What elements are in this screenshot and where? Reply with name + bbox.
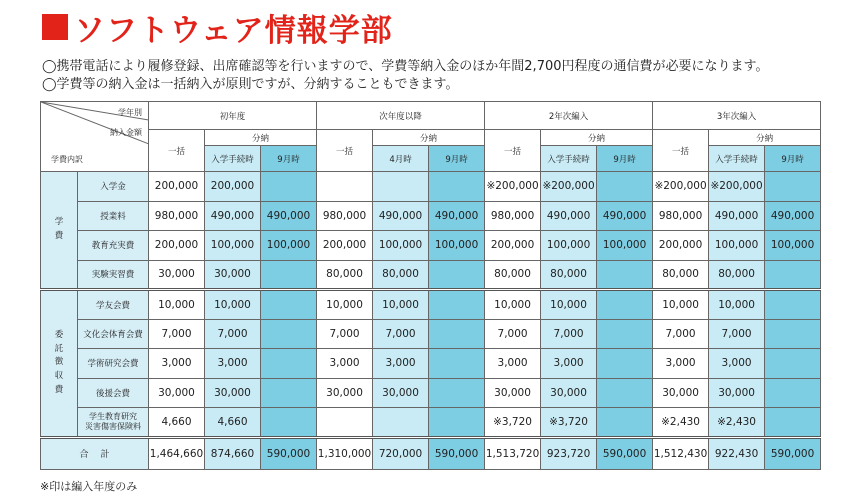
lump-sum-header: 一括: [485, 130, 541, 172]
fee-cell: [261, 172, 317, 202]
fee-cell: [429, 378, 485, 408]
fee-cell: 200,000: [205, 172, 261, 202]
fee-cell: 30,000: [653, 378, 709, 408]
fee-cell: 7,000: [149, 319, 205, 349]
fee-cell: ※2,430: [653, 408, 709, 438]
fee-cell: [429, 319, 485, 349]
fee-cell: 100,000: [541, 231, 597, 261]
fee-cell: 10,000: [373, 290, 429, 320]
fee-cell: 30,000: [149, 260, 205, 290]
table-row: [41, 349, 821, 379]
fee-cell: 490,000: [429, 201, 485, 231]
installment-header: 分納: [709, 130, 821, 146]
note-installment: ◯学費等の納入金は一括納入が原則ですが、分納することもできます。: [42, 77, 459, 92]
corner-header: [41, 102, 149, 172]
category-label-text: 委 託 徴収費: [54, 330, 64, 395]
fee-cell: 30,000: [373, 378, 429, 408]
fee-cell: [765, 378, 821, 408]
fee-cell: [261, 319, 317, 349]
fee-cell: 3,000: [709, 349, 765, 379]
fee-cell: 3,000: [317, 349, 373, 379]
fee-cell: 7,000: [541, 319, 597, 349]
fee-cell: 30,000: [541, 378, 597, 408]
fee-cell: 7,000: [205, 319, 261, 349]
fee-cell: [429, 290, 485, 320]
fee-cell: [429, 172, 485, 202]
group-header: 次年度以降: [317, 102, 485, 130]
category-label: [41, 290, 78, 438]
corner-breakdown-label: 学費内訳: [51, 155, 83, 164]
installment-second-header: 9月時: [765, 146, 821, 172]
fee-cell: [765, 172, 821, 202]
fee-cell: [261, 408, 317, 438]
title-square-icon: [42, 14, 68, 40]
fee-cell: 490,000: [597, 201, 653, 231]
fee-cell: [765, 290, 821, 320]
fee-cell: [261, 290, 317, 320]
fee-cell: ※3,720: [485, 408, 541, 438]
installment-second-header: 9月時: [261, 146, 317, 172]
installment-header: 分納: [373, 130, 485, 146]
total-cell: 1,310,000: [317, 437, 373, 469]
fee-cell: [373, 172, 429, 202]
fee-cell: ※2,430: [709, 408, 765, 438]
fee-cell: 980,000: [485, 201, 541, 231]
fee-cell: 30,000: [485, 378, 541, 408]
fee-cell: 7,000: [709, 319, 765, 349]
installment-header: 分納: [541, 130, 653, 146]
fee-cell: 80,000: [317, 260, 373, 290]
fee-cell: [597, 378, 653, 408]
fee-cell: 7,000: [653, 319, 709, 349]
row-label: 学生教育研究 災害傷害保険料: [78, 408, 149, 438]
total-cell: 1,512,430: [653, 437, 709, 469]
fee-cell: 200,000: [317, 231, 373, 261]
installment-second-header: 9月時: [429, 146, 485, 172]
fee-cell: 200,000: [653, 231, 709, 261]
fee-cell: 4,660: [149, 408, 205, 438]
total-cell: 590,000: [261, 437, 317, 469]
fee-cell: [597, 260, 653, 290]
fee-cell: [429, 349, 485, 379]
total-cell: 590,000: [597, 437, 653, 469]
total-row: [41, 437, 821, 469]
table-row: [41, 378, 821, 408]
fee-cell: 10,000: [709, 290, 765, 320]
page-title-text: ソフトウェア情報学部: [74, 12, 393, 49]
row-label: 入学金: [78, 172, 149, 202]
fee-cell: [597, 408, 653, 438]
fee-cell: [765, 349, 821, 379]
note-communication-fee: ◯携帯電話により履修登録、出席確認等を行いますので、学費等納入金のほか年間2,700円程度の通信費が必要になります。: [42, 59, 769, 74]
table-row: [41, 260, 821, 290]
installment-first-header: 入学手続時: [205, 146, 261, 172]
fee-cell: [429, 260, 485, 290]
corner-year-label: 学年別: [118, 108, 142, 117]
fee-cell: ※200,000: [653, 172, 709, 202]
installment-first-header: 4月時: [373, 146, 429, 172]
page-title: [42, 6, 393, 48]
fee-cell: ※200,000: [485, 172, 541, 202]
fee-cell: [597, 319, 653, 349]
fee-cell: 3,000: [205, 349, 261, 379]
row-label: 文化会体育会費: [78, 319, 149, 349]
group-header: 初年度: [149, 102, 317, 130]
fee-cell: [373, 408, 429, 438]
lump-sum-header: 一括: [149, 130, 205, 172]
fee-cell: [317, 172, 373, 202]
fee-cell: [765, 319, 821, 349]
fee-cell: 30,000: [205, 260, 261, 290]
fee-cell: 30,000: [317, 378, 373, 408]
table-row: [41, 201, 821, 231]
table-row: [41, 408, 821, 438]
total-cell: 923,720: [541, 437, 597, 469]
installment-first-header: 入学手続時: [541, 146, 597, 172]
fee-cell: 490,000: [765, 201, 821, 231]
corner-amount-label: 納入金額: [110, 128, 142, 137]
header-row-payment: [41, 130, 821, 146]
fee-cell: 80,000: [485, 260, 541, 290]
lump-sum-header: 一括: [317, 130, 373, 172]
fee-cell: 200,000: [149, 231, 205, 261]
fee-cell: [597, 172, 653, 202]
row-label: 学術研究会費: [78, 349, 149, 379]
fee-cell: ※3,720: [541, 408, 597, 438]
fee-cell: 3,000: [149, 349, 205, 379]
group-header: 3年次編入: [653, 102, 821, 130]
fee-cell: 100,000: [205, 231, 261, 261]
group-header: 2年次編入: [485, 102, 653, 130]
category-label: [41, 172, 78, 290]
fee-cell: 30,000: [149, 378, 205, 408]
fee-cell: 10,000: [149, 290, 205, 320]
row-label: 学友会費: [78, 290, 149, 320]
fee-cell: 100,000: [709, 231, 765, 261]
total-cell: 720,000: [373, 437, 429, 469]
fee-cell: 490,000: [541, 201, 597, 231]
fee-cell: 10,000: [653, 290, 709, 320]
fee-cell: 30,000: [709, 378, 765, 408]
fee-cell: 10,000: [317, 290, 373, 320]
fee-cell: 30,000: [205, 378, 261, 408]
fee-cell: 3,000: [373, 349, 429, 379]
fee-cell: 100,000: [261, 231, 317, 261]
header-row-years: [41, 102, 821, 130]
fee-cell: 7,000: [317, 319, 373, 349]
total-cell: 590,000: [765, 437, 821, 469]
total-cell: 922,430: [709, 437, 765, 469]
fee-cell: ※200,000: [541, 172, 597, 202]
fee-cell: 490,000: [373, 201, 429, 231]
total-label: 合計: [41, 437, 149, 469]
fee-cell: 10,000: [205, 290, 261, 320]
row-label: 実験実習費: [78, 260, 149, 290]
fee-cell: [317, 408, 373, 438]
total-cell: 1,513,720: [485, 437, 541, 469]
fee-cell: 200,000: [149, 172, 205, 202]
fee-cell: [597, 290, 653, 320]
row-label: 後援会費: [78, 378, 149, 408]
fee-cell: 80,000: [373, 260, 429, 290]
fee-cell: 100,000: [429, 231, 485, 261]
fee-cell: 980,000: [149, 201, 205, 231]
fee-cell: [765, 260, 821, 290]
installment-header: 分納: [205, 130, 317, 146]
fee-cell: 10,000: [485, 290, 541, 320]
footnote: ※印は編入年度のみ: [40, 480, 138, 493]
table-row: [41, 290, 821, 320]
fee-cell: 7,000: [373, 319, 429, 349]
fee-cell: 7,000: [485, 319, 541, 349]
fee-cell: 80,000: [541, 260, 597, 290]
fee-cell: 490,000: [709, 201, 765, 231]
fee-cell: 3,000: [653, 349, 709, 379]
fee-cell: 3,000: [485, 349, 541, 379]
fee-cell: 80,000: [653, 260, 709, 290]
fee-cell: [429, 408, 485, 438]
fee-cell: 200,000: [485, 231, 541, 261]
fee-cell: 100,000: [597, 231, 653, 261]
fee-cell: [261, 378, 317, 408]
total-cell: 874,660: [205, 437, 261, 469]
fee-cell: [261, 260, 317, 290]
category-label-text: 学 費: [54, 217, 72, 241]
row-label: 教育充実費: [78, 231, 149, 261]
table-row: [41, 231, 821, 261]
fee-cell: [597, 349, 653, 379]
fee-cell: 490,000: [205, 201, 261, 231]
fee-cell: 3,000: [541, 349, 597, 379]
fee-cell: 980,000: [317, 201, 373, 231]
fee-cell: [765, 408, 821, 438]
fee-cell: 10,000: [541, 290, 597, 320]
fee-cell: 100,000: [373, 231, 429, 261]
fee-cell: 490,000: [261, 201, 317, 231]
fee-table: [40, 101, 821, 470]
total-cell: 1,464,660: [149, 437, 205, 469]
installment-first-header: 入学手続時: [709, 146, 765, 172]
fee-cell: 4,660: [205, 408, 261, 438]
table-row: [41, 172, 821, 202]
table-row: [41, 319, 821, 349]
total-cell: 590,000: [429, 437, 485, 469]
fee-cell: 100,000: [765, 231, 821, 261]
fee-cell: 980,000: [653, 201, 709, 231]
fee-cell: 80,000: [709, 260, 765, 290]
fee-cell: [261, 349, 317, 379]
lump-sum-header: 一括: [653, 130, 709, 172]
row-label: 授業料: [78, 201, 149, 231]
installment-second-header: 9月時: [597, 146, 653, 172]
fee-cell: ※200,000: [709, 172, 765, 202]
